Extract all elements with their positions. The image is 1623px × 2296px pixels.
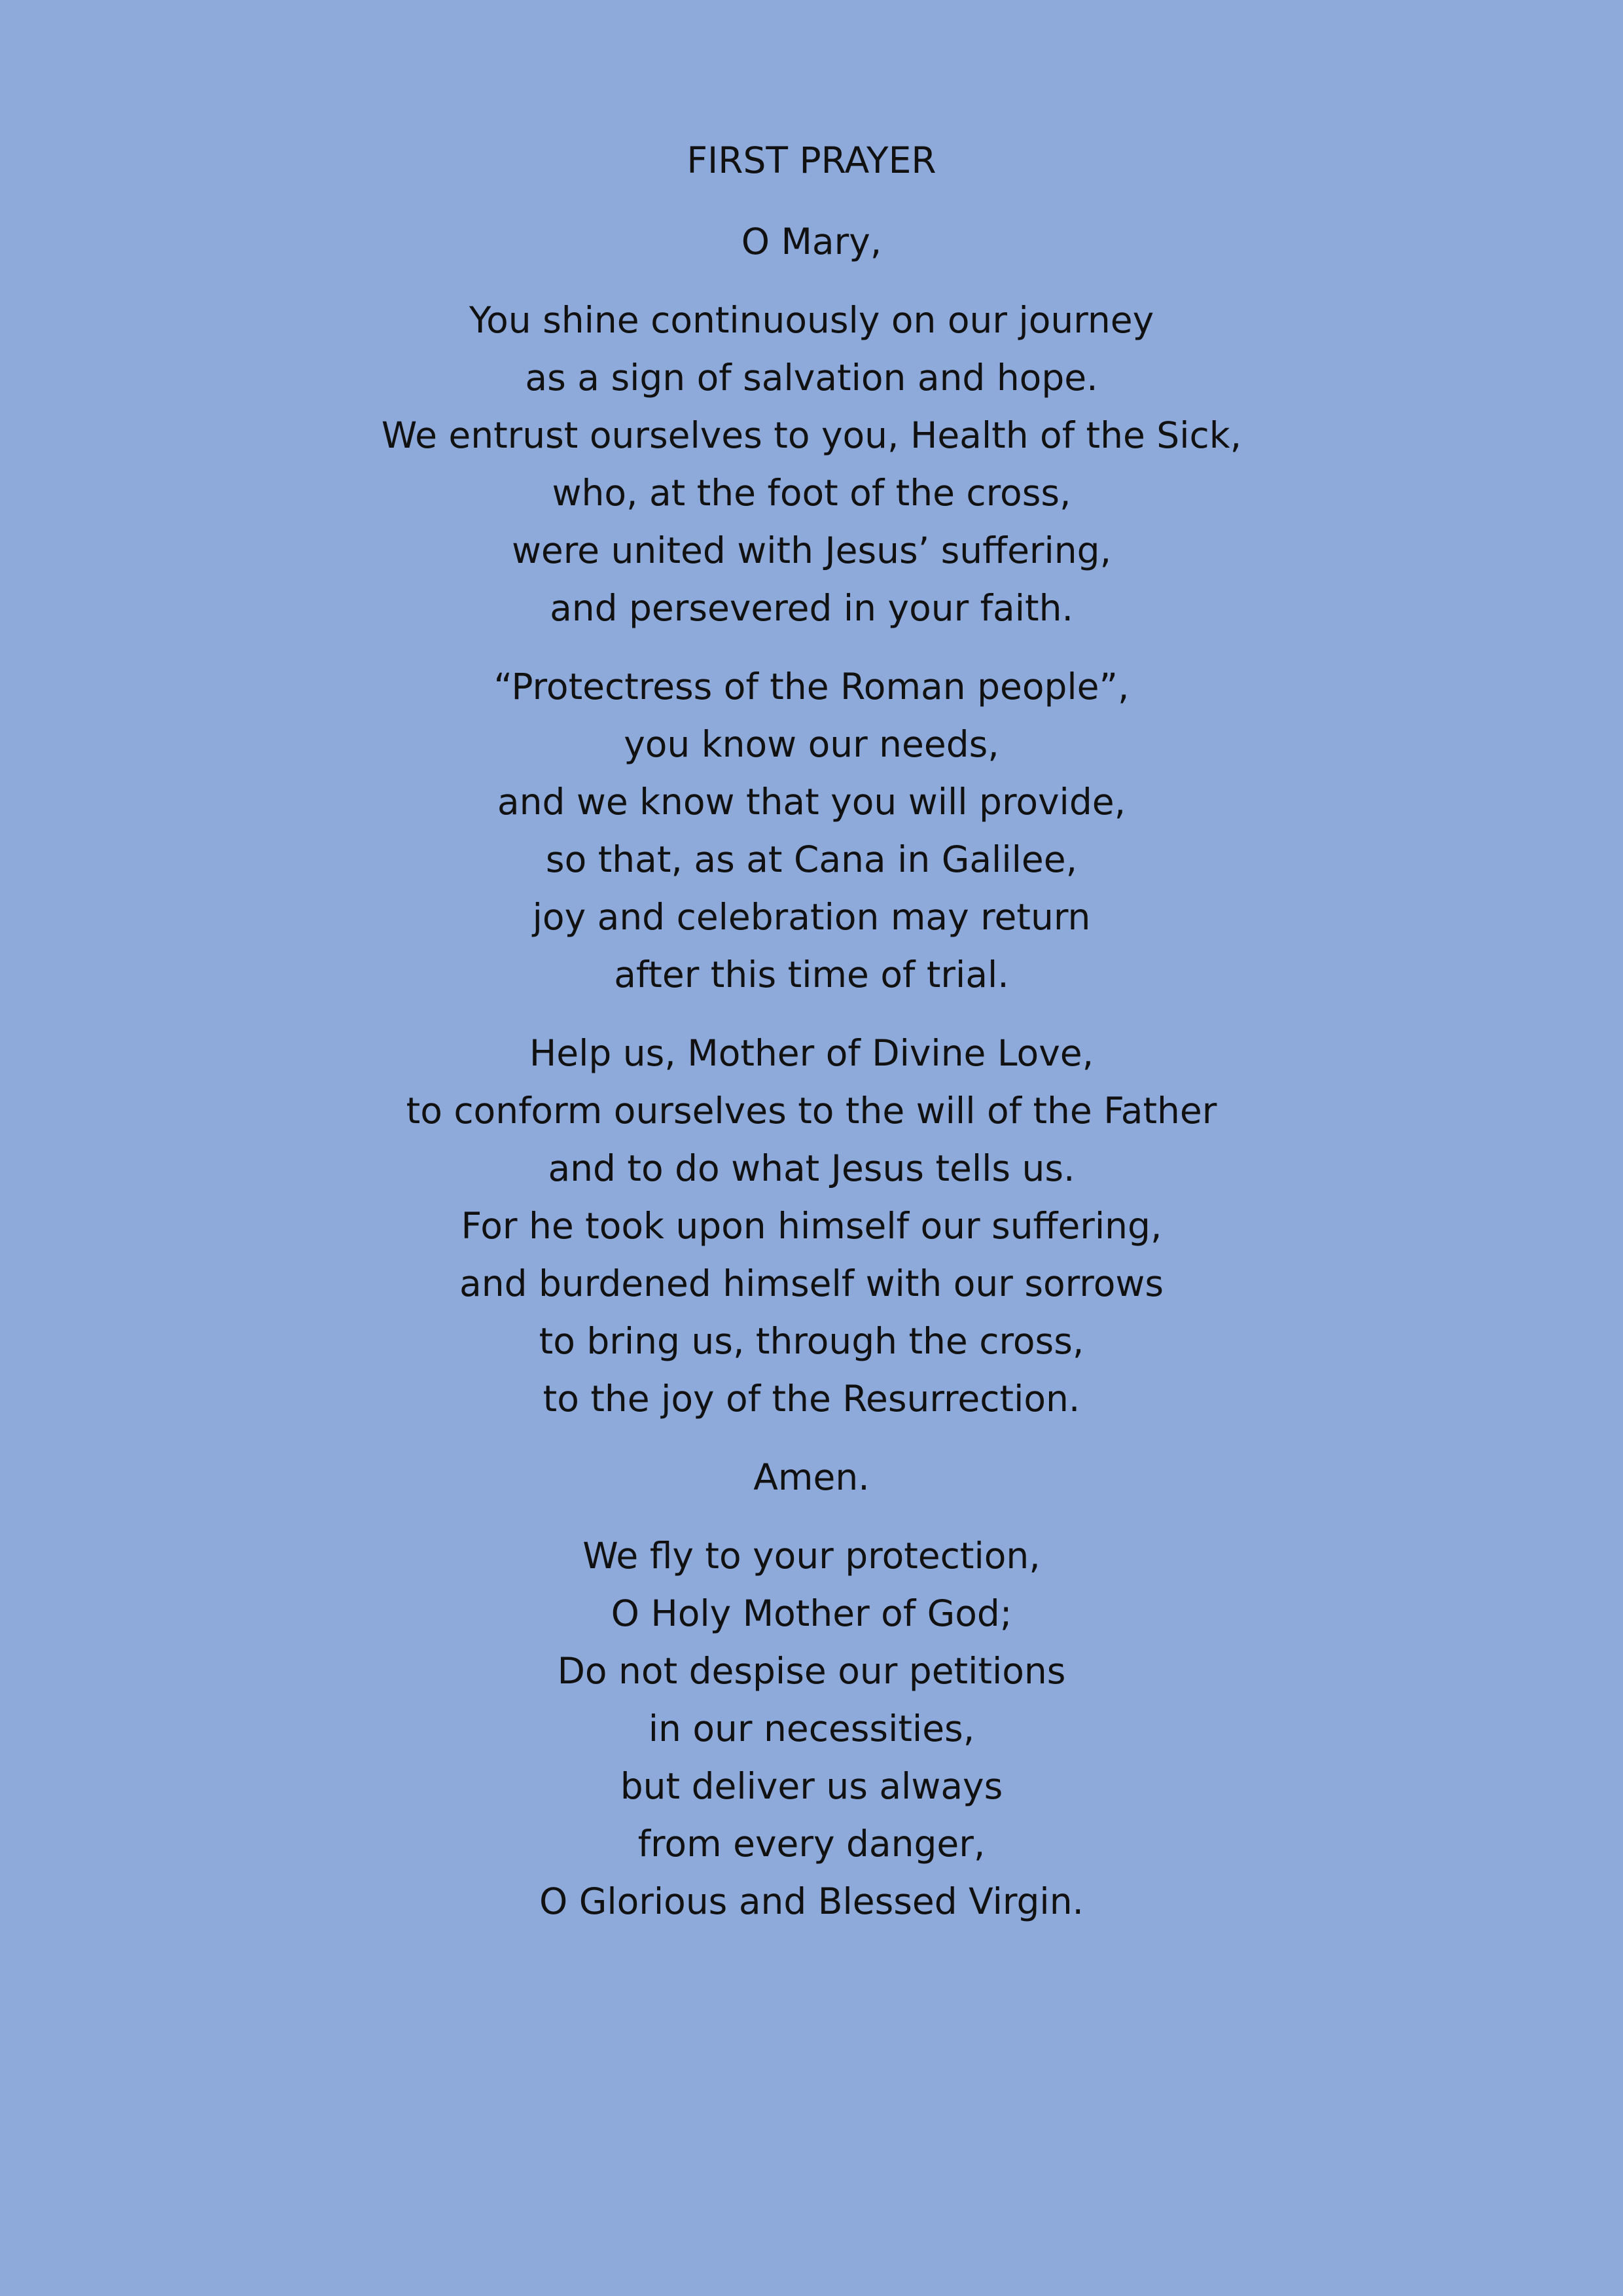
stanza-amen: [0, 1448, 1623, 1506]
prayer-line: so that, as at Cana in Galilee,: [545, 838, 1078, 880]
prayer-line: after this time of trial.: [614, 954, 1009, 996]
prayer-line: in our necessities,: [648, 1708, 975, 1749]
prayer-line: were united with Jesus’ suffering,: [511, 529, 1112, 571]
stanza-3: [0, 1024, 1623, 1427]
stanza-2: [0, 658, 1623, 1003]
prayer-line: You shine continuously on our journey: [469, 299, 1154, 341]
prayer-line: but deliver us always: [620, 1765, 1003, 1807]
stanza-1: [0, 291, 1623, 637]
prayer-line: to the joy of the Resurrection.: [543, 1378, 1080, 1420]
prayer-line: We entrust ourselves to you, Health of the Sick,: [381, 414, 1242, 456]
prayer-line: to bring us, through the cross,: [539, 1320, 1084, 1362]
prayer-line: O Mary,: [741, 221, 882, 262]
prayer-line: “Protectress of the Roman people”,: [493, 666, 1130, 708]
prayer-line: Help us, Mother of Divine Love,: [529, 1032, 1094, 1074]
stanza-sub-tuum: [0, 1527, 1623, 1930]
prayer-line: and burdened himself with our sorrows: [459, 1263, 1164, 1304]
stanza-invocation: [0, 213, 1623, 270]
prayer-line: and persevered in your faith.: [550, 587, 1073, 629]
prayer-line: O Holy Mother of God;: [611, 1592, 1012, 1634]
prayer-line: from every danger,: [637, 1823, 986, 1865]
prayer-line: to conform ourselves to the will of the Father: [406, 1090, 1217, 1132]
prayer-line: Do not despise our petitions: [557, 1650, 1066, 1692]
prayer-line: For he took upon himself our suffering,: [461, 1205, 1162, 1247]
prayer-line: We fly to your protection,: [582, 1535, 1041, 1577]
prayer-line: as a sign of salvation and hope.: [525, 357, 1098, 399]
prayer-line: Amen.: [753, 1456, 870, 1498]
prayer-line: and to do what Jesus tells us.: [548, 1147, 1075, 1189]
prayer-line: who, at the foot of the cross,: [552, 472, 1071, 514]
prayer-line: joy and celebration may return: [532, 896, 1091, 938]
prayer-line: you know our needs,: [624, 723, 999, 765]
prayer-line: and we know that you will provide,: [497, 781, 1126, 823]
prayer-line: O Glorious and Blessed Virgin.: [539, 1880, 1084, 1922]
prayer-title: FIRST PRAYER: [687, 139, 936, 181]
